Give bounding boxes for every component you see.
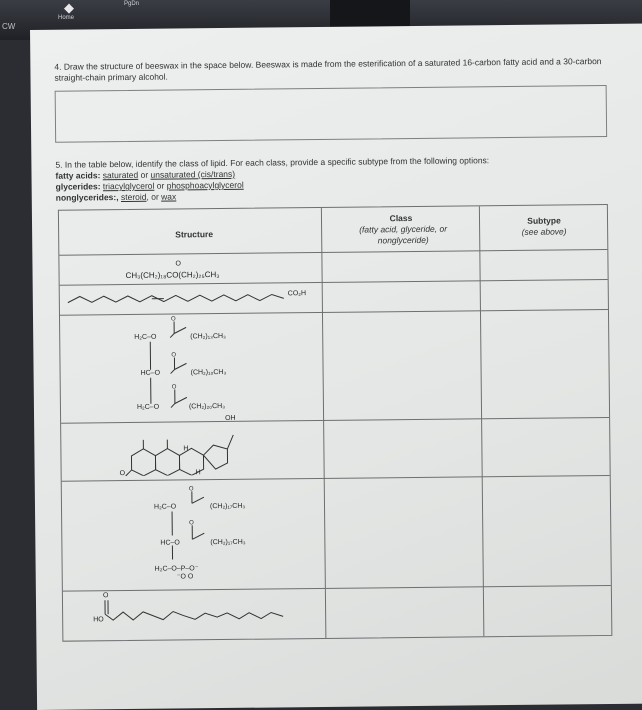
steroid-oh: OH: [225, 413, 236, 424]
option-triacylglycerol: triacylglycerol: [103, 181, 155, 192]
svg-text:O: O: [189, 520, 194, 526]
p-row1-left: H₂C–O: [154, 501, 176, 512]
or-text-2: or: [154, 181, 166, 191]
svg-text:O: O: [172, 384, 177, 390]
fatty-acid-chain: [60, 282, 322, 315]
worksheet-paper: [30, 23, 642, 709]
wax-carbonyl-o: O: [175, 258, 181, 269]
fatty-acid-co2h: CO₂H: [288, 288, 306, 299]
glycerides-label: glycerides:: [56, 181, 101, 191]
wax-formula: CH₃(CH₂)₁₈CO(CH₂)₂₅CH₃: [126, 269, 220, 281]
p-row2-right: (CH₂)₁₇CH₃: [210, 537, 245, 548]
pgdn-key-label: PgDn: [124, 1, 139, 7]
row-divider-header: [59, 249, 607, 256]
header-class: Class: [341, 212, 461, 224]
option-phosphoacylglycerol: phosphoacylglycerol: [167, 180, 244, 191]
option-wax: wax: [161, 191, 176, 201]
p-row3: H₂C–O–P–O⁻: [155, 563, 199, 574]
option-saturated: saturated: [103, 170, 139, 180]
header-subtype: Subtype: [499, 215, 589, 227]
svg-text:O: O: [189, 486, 194, 492]
tag-row2-right: (CH₂)₁₀CH₃: [191, 367, 227, 378]
col-divider-2: [479, 206, 485, 636]
unsaturated-acid-chain: [63, 588, 326, 641]
beeswax-answer-box[interactable]: [55, 85, 608, 143]
tag-row1-right: (CH₂)₁₃CH₃: [190, 331, 226, 342]
tag-row1-left: H₂C–O: [134, 332, 156, 343]
steroid-rings: [61, 414, 324, 477]
header-class-sub: (fatty acid, glyceride, or nonglyceride): [333, 223, 473, 246]
acid-ho: HO: [93, 614, 104, 625]
steroid-h1: H: [183, 443, 188, 454]
p-row1-right: (CH₂)₁₇CH₃: [210, 501, 245, 512]
worksheet-content: [54, 56, 614, 62]
home-arrow-icon: ◆: [64, 0, 74, 16]
phosphoglyceride-bonds: [62, 484, 325, 567]
row-divider-4: [62, 475, 610, 482]
or-text-1: or: [138, 170, 150, 180]
question-5: [55, 154, 615, 204]
steroid-h2: H: [196, 467, 201, 478]
question-4: 4. Draw the structure of beeswax in the space below. Beeswax is made from the esterification of a saturated 16-carbon fatty acid and a 30-carbon straight-chain primary alcohol.: [54, 56, 609, 84]
or-text-3: , or: [146, 192, 161, 202]
header-subtype-sub: (see above): [499, 226, 589, 238]
acid-carbonyl-o: O: [103, 590, 109, 601]
header-structure: Structure: [149, 229, 239, 241]
question-5-intro: 5. In the table below, identify the class of lipid. For each class, provide a specific subtype from the following options:: [55, 154, 615, 171]
svg-text:O: O: [171, 352, 176, 358]
nonglycerides-label: nonglycerides:,: [56, 192, 119, 203]
p-row3-sub: ⁻O O: [177, 571, 194, 582]
option-steroid: steroid: [121, 192, 147, 202]
svg-text:O: O: [171, 316, 176, 322]
tag-row2-left: HC–O: [141, 368, 161, 379]
tag-row3-left: H₂C–O: [137, 402, 159, 413]
option-unsaturated: unsaturated (cis/trans): [150, 169, 235, 180]
steroid-carbonyl-o: O: [120, 468, 126, 479]
left-key-label: CW: [2, 22, 15, 31]
fatty-acids-label: fatty acids:: [55, 170, 100, 180]
p-row2-left: HC–O: [160, 537, 180, 548]
tag-row3-right: (CH₂)₂₀CH₃: [189, 401, 225, 412]
lipid-table: [58, 204, 612, 642]
home-key-label: Home: [58, 15, 74, 21]
triglyceride-bonds: [60, 312, 323, 425]
